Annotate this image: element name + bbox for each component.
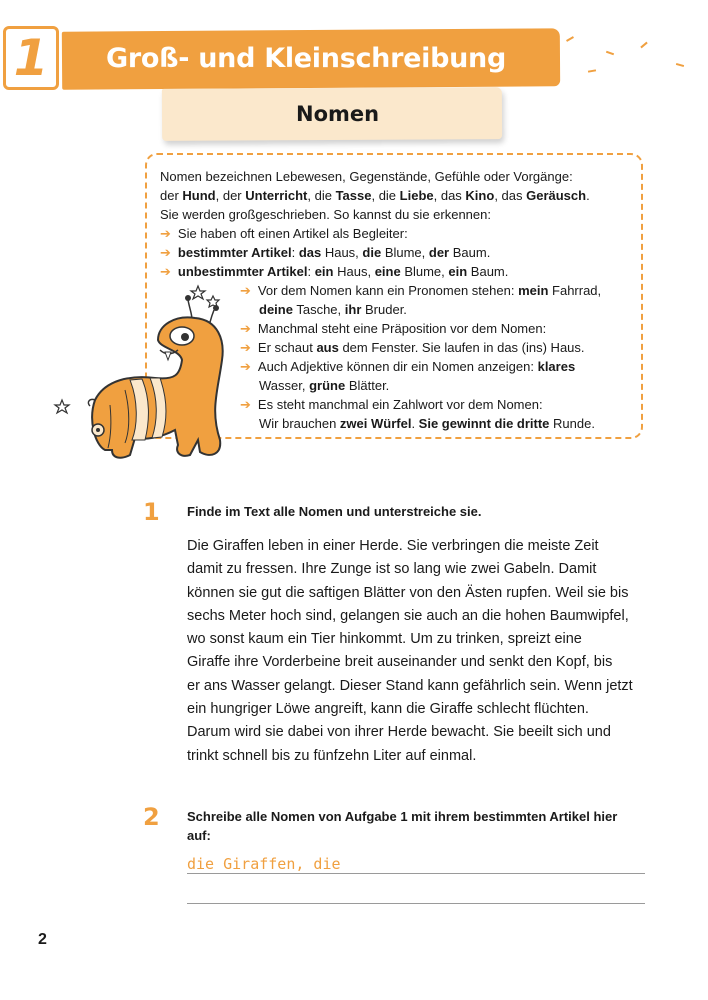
bold-term: eine	[374, 264, 401, 279]
text-line: Darum wird sie dabei von ihrer Herde bewacht. Sie beeilt sich und	[187, 724, 611, 741]
text-line: er ans Wasser gelangt. Dieser Stand kann gefährlich sein. Wenn jetzt	[187, 677, 633, 694]
bold-term: deine	[259, 302, 293, 317]
bold-term: ein	[448, 264, 468, 279]
bold-term: Sie gewinnt die dritte	[418, 416, 550, 431]
text-segment: dem Fenster. Sie laufen in das (ins) Haus.	[338, 340, 585, 355]
arrow-right-icon: ➔	[240, 359, 251, 374]
text-line: sechs Meter hoch sind, gelangen sie auch an die hohen Baumwipfel,	[187, 607, 629, 624]
info-line	[160, 224, 408, 243]
text-line: können sie gut die saftigen Blätter von den Ästen rupfen. Weil sie bis	[187, 584, 629, 601]
bold-term: das	[298, 245, 322, 260]
text-segment: .	[411, 416, 419, 431]
text-segment: Baum.	[467, 264, 509, 279]
text-segment: Wasser,	[259, 378, 310, 393]
text-segment: Sie haben oft einen Artikel als Begleiter:	[177, 226, 408, 241]
arrow-right-icon: ➔	[240, 283, 251, 298]
text-segment: Haus,	[333, 264, 375, 279]
arrow-right-icon: ➔	[240, 340, 251, 355]
text-segment: Blume,	[400, 264, 449, 279]
arrow-right-icon: ➔	[240, 397, 251, 412]
text-segment: Wir brauchen	[259, 416, 340, 431]
decoration-dash	[566, 36, 574, 42]
answer-text[interactable]: die Giraffen, die	[187, 855, 341, 873]
task-instruction-line2: auf:	[187, 828, 211, 843]
text-segment: Vor dem Nomen kann ein Pronomen stehen:	[257, 283, 519, 298]
text-segment: Baum.	[449, 245, 491, 260]
info-line	[240, 319, 546, 338]
chapter-number: 1	[13, 29, 49, 87]
bold-term: bestimmter Artikel	[177, 245, 292, 260]
text-segment: , die	[371, 188, 400, 203]
arrow-right-icon: ➔	[160, 245, 171, 260]
text-segment: , der	[215, 188, 246, 203]
text-segment: Auch Adjektive können dir ein Nomen anzeigen:	[257, 359, 538, 374]
text-line: Die Giraffen leben in einer Herde. Sie verbringen die meiste Zeit	[187, 538, 599, 554]
text-line: damit zu fressen. Ihre Zunge ist so lang wie zwei Gabeln. Damit	[187, 561, 597, 578]
text-segment: Manchmal steht eine Präposition vor dem Nomen:	[257, 321, 547, 336]
task-number: 1	[143, 498, 160, 526]
info-line	[240, 357, 575, 376]
bold-term: ein	[314, 264, 334, 279]
info-line	[259, 300, 407, 319]
arrow-right-icon: ➔	[160, 264, 171, 279]
text-segment: Tasche,	[292, 302, 345, 317]
info-line	[240, 395, 543, 414]
monster-illustration	[50, 280, 280, 480]
info-line	[240, 281, 601, 300]
bold-term: Tasse	[335, 188, 372, 203]
bold-term: mein	[518, 283, 549, 298]
decoration-dash	[640, 42, 647, 49]
text-segment: Runde.	[549, 416, 595, 431]
text-segment: , das	[433, 188, 466, 203]
bold-term: zwei Würfel	[339, 416, 412, 431]
bold-term: der	[428, 245, 450, 260]
text-segment: :	[291, 245, 299, 260]
section-title: Nomen	[296, 102, 380, 126]
page-title: Groß- und Kleinschreibung	[106, 43, 506, 74]
bold-term: klares	[537, 359, 576, 374]
info-line	[160, 205, 491, 224]
info-line	[160, 186, 590, 205]
text-segment: Sie werden großgeschrieben. So kannst du sie erkennen:	[160, 207, 491, 222]
text-segment: Blätter.	[345, 378, 390, 393]
decoration-dash	[676, 63, 684, 67]
bold-term: Geräusch	[526, 188, 587, 203]
text-segment: , das	[494, 188, 527, 203]
info-line	[160, 167, 573, 186]
text-line: Giraffe ihre Vorderbeine breit auseinander und senkt den Kopf, bis	[187, 654, 613, 671]
bold-term: unbestimmter Artikel	[177, 264, 308, 279]
bold-term: die	[362, 245, 382, 260]
answer-line[interactable]	[187, 873, 645, 874]
bold-term: Kino	[465, 188, 495, 203]
decoration-dash	[606, 51, 614, 56]
arrow-right-icon: ➔	[240, 321, 251, 336]
bold-term: aus	[316, 340, 339, 355]
text-segment: Bruder.	[361, 302, 407, 317]
arrow-right-icon: ➔	[160, 226, 171, 241]
text-line: ein hungriger Löwe angreift, kann die Giraffe schlecht flüchten.	[187, 701, 589, 718]
info-line	[259, 414, 595, 433]
info-line	[160, 243, 490, 262]
text-segment: Es steht manchmal ein Zahlwort vor dem Nomen:	[257, 397, 543, 412]
task-instruction-line1: Schreibe alle Nomen von Aufgabe 1 mit ihrem bestimmten Artikel hier	[187, 809, 618, 824]
task-instruction: Finde im Text alle Nomen und unterstreiche sie.	[187, 504, 482, 519]
bold-term: Liebe	[399, 188, 434, 203]
text-segment: Haus,	[321, 245, 363, 260]
text-segment: der	[160, 188, 183, 203]
text-segment: Er schaut	[257, 340, 317, 355]
text-segment: :	[307, 264, 315, 279]
bold-term: Unterricht	[245, 188, 308, 203]
answer-line[interactable]	[187, 903, 645, 904]
page-number: 2	[38, 931, 47, 948]
chapter-badge	[3, 26, 59, 90]
info-line	[240, 338, 585, 357]
text-segment: , die	[307, 188, 336, 203]
reading-text	[187, 535, 657, 768]
bold-term: Hund	[182, 188, 216, 203]
task-number: 2	[143, 803, 160, 831]
text-segment: Blume,	[381, 245, 429, 260]
text-line: trinkt schnell bis zu fünfzehn Liter auf einmal.	[187, 747, 477, 764]
text-segment: Fahrrad,	[548, 283, 602, 298]
bold-term: grüne	[309, 378, 346, 393]
bold-term: ihr	[344, 302, 362, 317]
text-segment: Nomen bezeichnen Lebewesen, Gegenstände, Gefühle oder Vorgänge:	[160, 169, 573, 184]
text-line: wo sonst kaum ein Tier hinkommt. Um zu trinken, spreizt eine	[187, 631, 582, 648]
info-line	[160, 262, 508, 281]
text-segment: .	[586, 188, 590, 203]
decoration-dash	[588, 69, 596, 72]
